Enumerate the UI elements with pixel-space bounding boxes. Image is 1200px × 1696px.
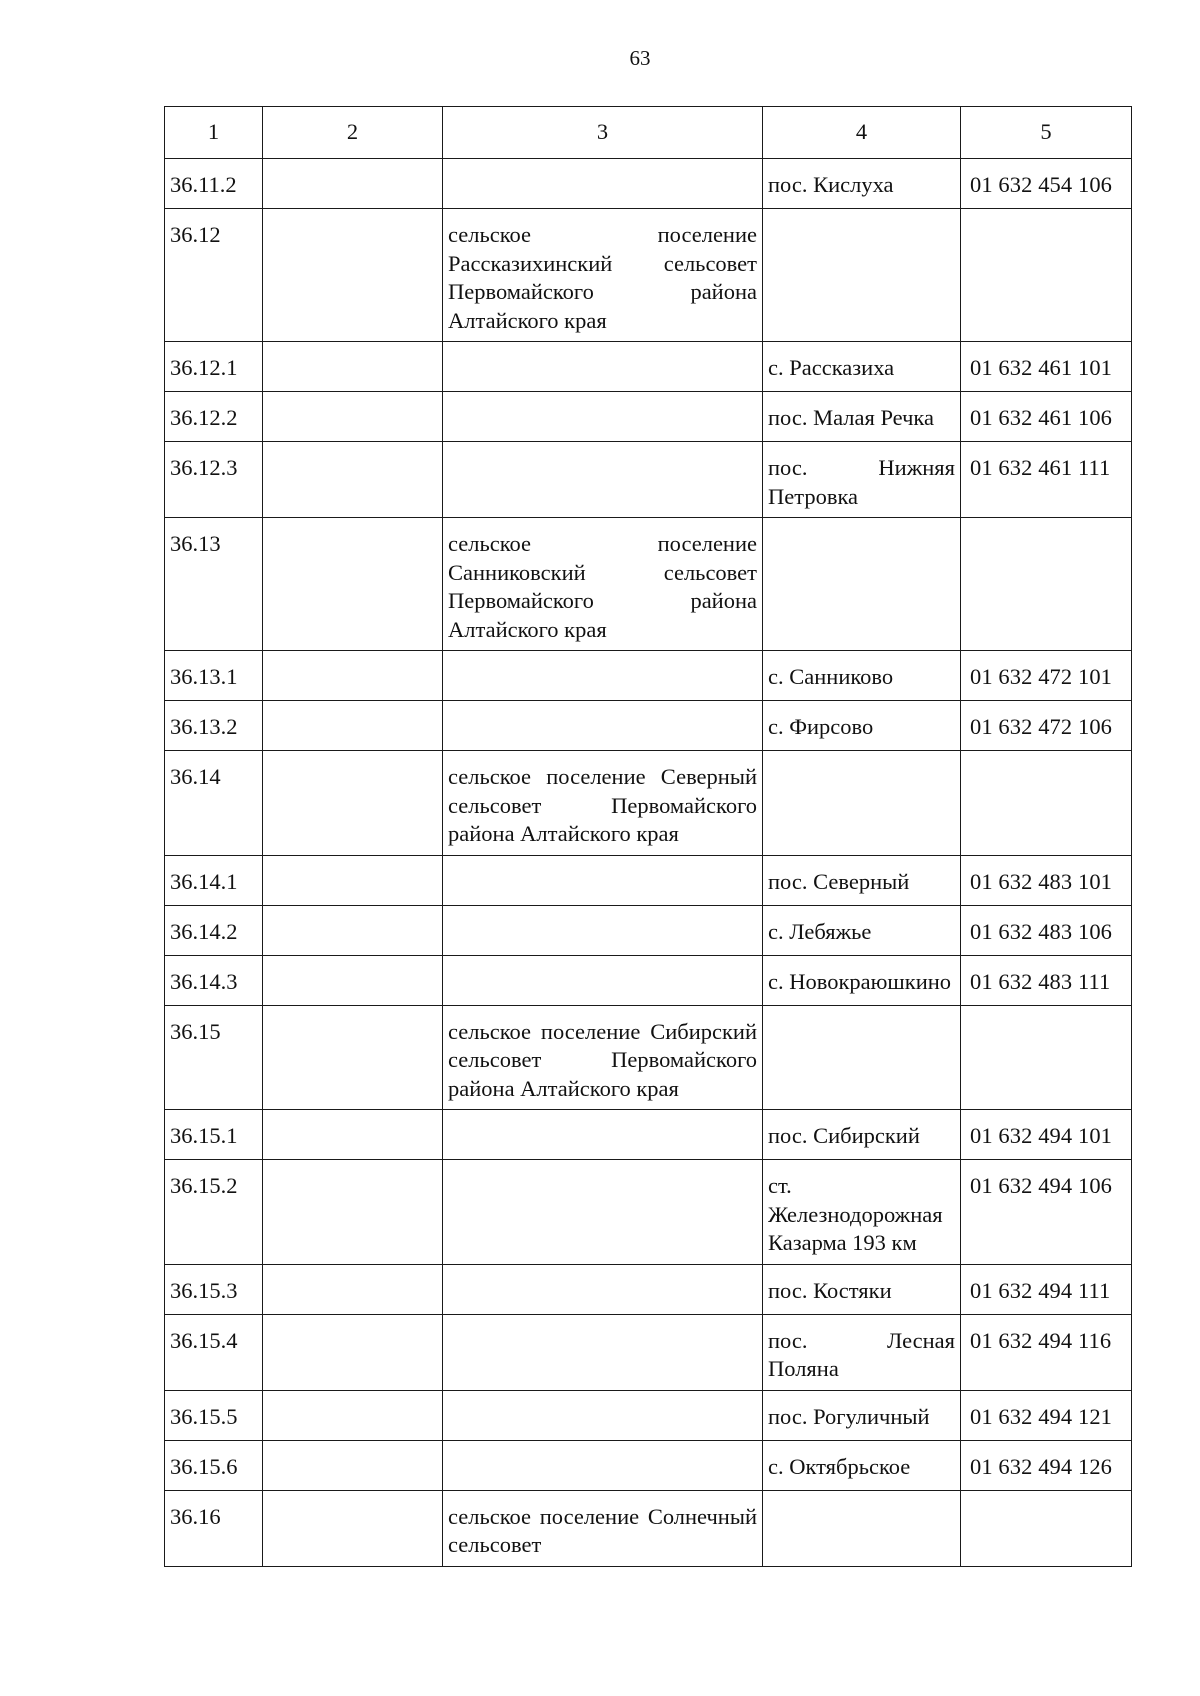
oktmo-code-cell: 01 632 494 121 — [961, 1390, 1132, 1440]
row-number-cell: 36.14.2 — [165, 905, 263, 955]
header-row — [165, 107, 1132, 159]
settlement-name-cell: с. Санниково — [763, 651, 961, 701]
table-row — [165, 905, 1132, 955]
row-number-cell: 36.15.3 — [165, 1264, 263, 1314]
table-row — [165, 1490, 1132, 1566]
municipality-name-cell: сельское поселение Солнечный сельсовет — [443, 1490, 763, 1566]
table-row — [165, 701, 1132, 751]
row-number-cell: 36.15.1 — [165, 1110, 263, 1160]
table-row — [165, 1264, 1132, 1314]
table-row — [165, 442, 1132, 518]
row-number-cell: 36.13.1 — [165, 651, 263, 701]
column-2-cell — [263, 392, 443, 442]
table-row — [165, 159, 1132, 209]
row-number-cell: 36.12 — [165, 209, 263, 342]
settlement-name-cell: с. Новокраюшкино — [763, 955, 961, 1005]
municipality-name-cell: сельское поселение Сибирский сельсовет Первомайского района Алтайского края — [443, 1005, 763, 1110]
municipality-name-cell: сельское поселение Северный сельсовет Первомайского района Алтайского края — [443, 751, 763, 856]
table-row — [165, 1440, 1132, 1490]
settlements-table — [164, 106, 1132, 1567]
settlement-name-cell: с. Октябрьское — [763, 1440, 961, 1490]
row-number-cell: 36.13 — [165, 518, 263, 651]
table-row — [165, 1314, 1132, 1390]
oktmo-code-cell: 01 632 461 111 — [961, 442, 1132, 518]
table-row — [165, 209, 1132, 342]
row-number-cell: 36.11.2 — [165, 159, 263, 209]
column-2-cell — [263, 751, 443, 856]
row-number-cell: 36.15.6 — [165, 1440, 263, 1490]
settlement-name-cell: с. Рассказиха — [763, 342, 961, 392]
oktmo-code-cell: 01 632 454 106 — [961, 159, 1132, 209]
row-number-cell: 36.15 — [165, 1005, 263, 1110]
settlement-name-cell — [763, 751, 961, 856]
municipality-name-cell — [443, 701, 763, 751]
oktmo-code-cell — [961, 209, 1132, 342]
row-number-cell: 36.12.2 — [165, 392, 263, 442]
municipality-name-cell — [443, 159, 763, 209]
settlement-name-cell — [763, 1005, 961, 1110]
table-row — [165, 342, 1132, 392]
row-number-cell: 36.14 — [165, 751, 263, 856]
column-2-cell — [263, 1005, 443, 1110]
municipality-name-cell — [443, 955, 763, 1005]
municipality-name-cell — [443, 342, 763, 392]
oktmo-code-cell — [961, 1005, 1132, 1110]
settlement-name-cell: ст. Железнодорожная Казарма 193 км — [763, 1160, 961, 1265]
settlement-name-cell — [763, 209, 961, 342]
settlement-name-cell: с. Лебяжье — [763, 905, 961, 955]
column-2-cell — [263, 651, 443, 701]
column-header-2: 2 — [263, 107, 443, 159]
municipality-name-cell — [443, 1160, 763, 1265]
row-number-cell: 36.14.1 — [165, 855, 263, 905]
table-row — [165, 651, 1132, 701]
oktmo-code-cell: 01 632 494 101 — [961, 1110, 1132, 1160]
column-2-cell — [263, 905, 443, 955]
column-2-cell — [263, 209, 443, 342]
oktmo-code-cell — [961, 518, 1132, 651]
oktmo-code-cell: 01 632 472 106 — [961, 701, 1132, 751]
settlement-name-cell: пос. Лесная Поляна — [763, 1314, 961, 1390]
row-number-cell: 36.15.2 — [165, 1160, 263, 1265]
municipality-name-cell — [443, 1390, 763, 1440]
municipality-name-cell — [443, 651, 763, 701]
settlement-name-cell: пос. Малая Речка — [763, 392, 961, 442]
column-2-cell — [263, 518, 443, 651]
oktmo-code-cell: 01 632 494 116 — [961, 1314, 1132, 1390]
municipality-name-cell: сельское поселение Санниковский сельсовет Первомайского района Алтайского края — [443, 518, 763, 651]
municipality-name-cell — [443, 855, 763, 905]
column-2-cell — [263, 955, 443, 1005]
table-row — [165, 392, 1132, 442]
column-2-cell — [263, 342, 443, 392]
oktmo-code-cell: 01 632 483 106 — [961, 905, 1132, 955]
column-header-1: 1 — [165, 107, 263, 159]
oktmo-code-cell: 01 632 494 111 — [961, 1264, 1132, 1314]
municipality-name-cell: сельское поселение Рассказихинский сельсовет Первомайского района Алтайского края — [443, 209, 763, 342]
oktmo-code-cell: 01 632 494 126 — [961, 1440, 1132, 1490]
oktmo-code-cell — [961, 1490, 1132, 1566]
table-row — [165, 1390, 1132, 1440]
settlement-name-cell: пос. Сибирский — [763, 1110, 961, 1160]
oktmo-code-cell: 01 632 494 106 — [961, 1160, 1132, 1265]
settlement-name-cell: пос. Нижняя Петровка — [763, 442, 961, 518]
column-2-cell — [263, 1110, 443, 1160]
settlement-name-cell — [763, 518, 961, 651]
oktmo-code-cell: 01 632 483 101 — [961, 855, 1132, 905]
table-row — [165, 955, 1132, 1005]
oktmo-code-cell: 01 632 483 111 — [961, 955, 1132, 1005]
column-2-cell — [263, 1440, 443, 1490]
column-2-cell — [263, 701, 443, 751]
municipality-name-cell — [443, 1440, 763, 1490]
row-number-cell: 36.12.1 — [165, 342, 263, 392]
settlement-name-cell: пос. Костяки — [763, 1264, 961, 1314]
settlement-name-cell: пос. Северный — [763, 855, 961, 905]
column-2-cell — [263, 855, 443, 905]
column-2-cell — [263, 442, 443, 518]
column-header-4: 4 — [763, 107, 961, 159]
page-number: 63 — [629, 46, 651, 70]
row-number-cell: 36.12.3 — [165, 442, 263, 518]
column-header-5: 5 — [961, 107, 1132, 159]
table-row — [165, 518, 1132, 651]
settlement-name-cell — [763, 1490, 961, 1566]
column-2-cell — [263, 1390, 443, 1440]
column-2-cell — [263, 1490, 443, 1566]
settlement-name-cell: пос. Кислуха — [763, 159, 961, 209]
row-number-cell: 36.14.3 — [165, 955, 263, 1005]
municipality-name-cell — [443, 392, 763, 442]
table-row — [165, 1160, 1132, 1265]
oktmo-code-cell: 01 632 461 101 — [961, 342, 1132, 392]
oktmo-code-cell: 01 632 472 101 — [961, 651, 1132, 701]
column-2-cell — [263, 1160, 443, 1265]
oktmo-code-cell: 01 632 461 106 — [961, 392, 1132, 442]
row-number-cell: 36.15.5 — [165, 1390, 263, 1440]
row-number-cell: 36.13.2 — [165, 701, 263, 751]
table-row — [165, 855, 1132, 905]
table-row — [165, 1110, 1132, 1160]
municipality-name-cell — [443, 1314, 763, 1390]
settlement-name-cell: пос. Рогуличный — [763, 1390, 961, 1440]
municipality-name-cell — [443, 442, 763, 518]
column-2-cell — [263, 159, 443, 209]
municipality-name-cell — [443, 1110, 763, 1160]
settlement-name-cell: с. Фирсово — [763, 701, 961, 751]
column-2-cell — [263, 1264, 443, 1314]
row-number-cell: 36.16 — [165, 1490, 263, 1566]
oktmo-code-cell — [961, 751, 1132, 856]
municipality-name-cell — [443, 905, 763, 955]
municipality-name-cell — [443, 1264, 763, 1314]
column-2-cell — [263, 1314, 443, 1390]
table-row — [165, 1005, 1132, 1110]
table-body — [165, 159, 1132, 1567]
column-header-3: 3 — [443, 107, 763, 159]
row-number-cell: 36.15.4 — [165, 1314, 263, 1390]
table-row — [165, 751, 1132, 856]
